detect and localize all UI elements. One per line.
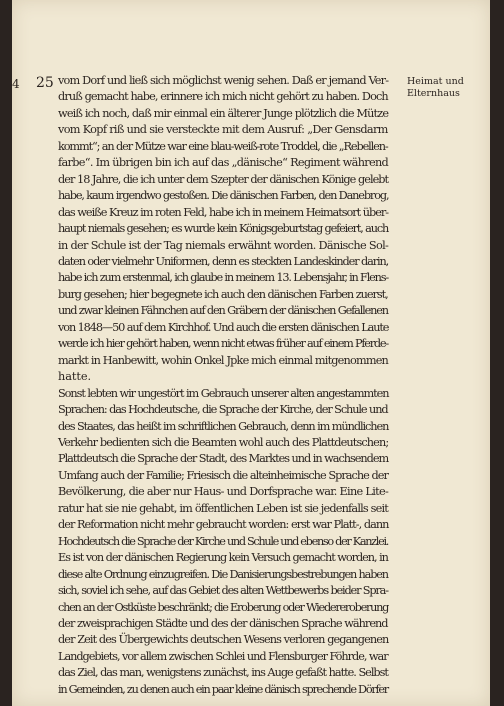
text-line: burg gesehen; hier begegnete ich auch den dänischen Farben zuerst, [58, 287, 388, 301]
text-line: habe, kaum irgendwo gestoßen. Die dänischen Farben, den Danebrog, [58, 189, 389, 203]
text-line: sich, soviel ich sehe, auf das Gebiet des alten Wettbewerbs beider Spra- [58, 584, 388, 598]
text-line: hatte. [58, 370, 92, 384]
facing-page-number: 4 [12, 77, 20, 91]
book-page [12, 0, 490, 706]
text-line: Bevölkerung, die aber nur Haus- und Dorfsprache war. Eine Lite- [58, 485, 389, 499]
text-line: farbe“. Im übrigen bin ich auf das „dänische“ Regiment während [58, 156, 389, 170]
text-line: von 1848—50 auf dem Kirchhof. Und auch die ersten dänischen Laute [58, 320, 389, 334]
text-line: Sonst lebten wir ungestört im Gebrauch unserer alten angestammten [58, 386, 389, 400]
text-line: des Staates, das heißt im schriftlichen Gebrauch, denn im mündlichen [58, 419, 389, 433]
text-line: daten oder vielmehr Uniformen, denn es steckten Landeskinder darin, [58, 254, 389, 268]
text-line: druß gemacht habe, erinnere ich mich nicht gehört zu haben. Doch [58, 90, 388, 104]
text-line: chen an der Ostküste beschränkt; die Eroberung oder Wiedereroberung [58, 600, 389, 614]
text-line: das weiße Kreuz im roten Feld, habe ich in meinem Heimatsort über- [58, 205, 389, 219]
text-line: werde ich hier gehört haben, wenn nicht etwas früher auf einem Pferde- [58, 337, 388, 351]
text-line: der Zeit des Übergewichts deutschen Wesens verloren gegangenen [58, 633, 389, 647]
text-line: und zwar kleinen Fähnchen auf den Gräbern der dänischen Gefallenen [58, 304, 388, 318]
text-line: der Reformation nicht mehr gebraucht worden: erst war Platt-, dann [58, 518, 389, 532]
text-line: weiß ich noch, daß mir einmal ein älterer Junge plötzlich die Mütze [58, 106, 389, 120]
text-line: in der Schule ist der Tag niemals erwähnt worden. Dänische Sol- [58, 238, 389, 252]
marginal-note-line: Elternhaus [407, 88, 460, 99]
text-line: das Ziel, das man, wenigstens zunächst, ins Auge gefaßt hatte. Selbst [58, 666, 388, 680]
text-line: vom Dorf und ließ sich möglichst wenig sehen. Daß er jemand Ver- [58, 74, 389, 87]
text-line: Hochdeutsch die Sprache der Kirche und Schule und ebenso der Kanzlei. [58, 534, 389, 548]
text-line: der zweisprachigen Städte und des der dänischen Sprache während [58, 616, 388, 630]
text-line: Landgebiets, vor allem zwischen Schlei und Flensburger Föhrde, war [58, 649, 388, 663]
text-line: Sprachen: das Hochdeutsche, die Sprache der Kirche, der Schule und [58, 403, 388, 417]
text-line: Umfang auch der Familie; Friesisch die alteinheimische Sprache der [58, 468, 388, 482]
text-line: vom Kopf riß und sie versteckte mit dem Ausruf: „Der Gensdarm [58, 123, 388, 137]
text-line: kommt“; an der Mütze war eine blau-weiß-rote Troddel, die „Rebellen- [58, 139, 388, 153]
text-line: in Gemeinden, zu denen auch ein paar kleine dänisch sprechende Dörfer [58, 682, 388, 696]
marginal-note-line: Heimat und [407, 76, 464, 87]
text-line: habe ich zum erstenmal, ich glaube in meinem 13. Lebensjahr, in Flens- [58, 271, 389, 285]
text-line: der 18 Jahre, die ich unter dem Szepter der dänischen Könige gelebt [58, 172, 389, 186]
text-line: diese alte Ordnung einzugreifen. Die Danisierungsbestrebungen haben [58, 567, 388, 581]
text-line: ratur hat sie nie gehabt, im öffentlichen Leben ist sie jedenfalls seit [58, 501, 388, 515]
marginal-note [407, 76, 467, 100]
page-number: 25 [36, 75, 54, 91]
text-line: Es ist von der dänischen Regierung kein Versuch gemacht worden, in [58, 551, 388, 565]
body-text [58, 73, 388, 698]
text-line: Verkehr bedienten sich die Beamten wohl auch des Plattdeutschen; [58, 435, 389, 449]
text-line: haupt niemals gesehen; es wurde kein Königsgeburtstag gefeiert, auch [58, 222, 389, 236]
text-line: markt in Hanbewitt, wohin Onkel Jpke mich einmal mitgenommen [58, 353, 388, 367]
text-line: Plattdeutsch die Sprache der Stadt, des Marktes und in wachsendem [58, 452, 389, 466]
